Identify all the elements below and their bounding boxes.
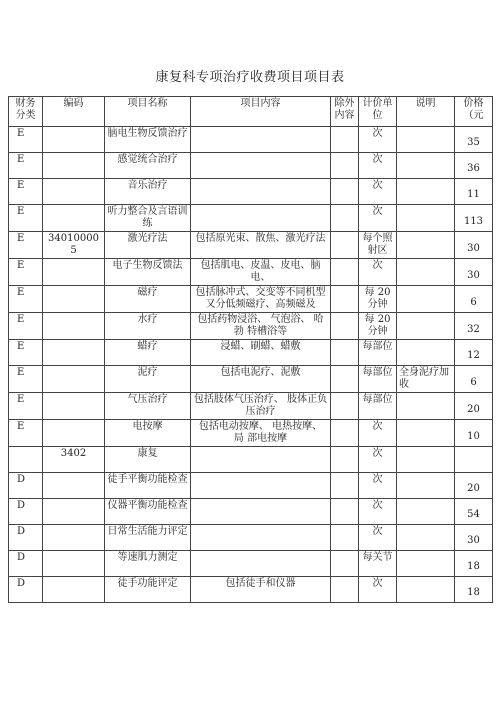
cell-category: E <box>9 340 43 366</box>
cell-content <box>191 153 331 179</box>
header-excluded: 除外内容 <box>331 97 359 127</box>
table-header-row <box>9 97 493 127</box>
header-content: 项目内容 <box>191 97 331 127</box>
page-title: 康复科专项治疗收费项目项目表 <box>155 70 345 85</box>
cell-category: E <box>9 232 43 259</box>
cell-code <box>43 366 105 393</box>
cell-excluded <box>331 232 359 259</box>
cell-price <box>455 447 493 473</box>
cell-category: D <box>9 525 43 551</box>
cell-content: 包括药物浸浴、 气泡浴、 哈勃 特槽浴等 <box>191 313 331 340</box>
cell-note <box>397 179 455 205</box>
cell-price: 54 <box>455 499 493 525</box>
cell-unit: 次 <box>359 205 397 232</box>
cell-note <box>397 393 455 420</box>
cell-price: 20 <box>455 393 493 420</box>
cell-note <box>397 153 455 179</box>
cell-code <box>43 286 105 313</box>
cell-unit: 每部位 <box>359 340 397 366</box>
cell-note <box>397 447 455 473</box>
cell-price: 11 <box>455 179 493 205</box>
cell-unit: 次 <box>359 259 397 286</box>
header-note: 说明 <box>397 97 455 127</box>
cell-category: D <box>9 499 43 525</box>
cell-category: E <box>9 420 43 447</box>
cell-content <box>191 447 331 473</box>
cell-note <box>397 499 455 525</box>
cell-category: E <box>9 259 43 286</box>
cell-unit: 次 <box>359 525 397 551</box>
cell-unit: 次 <box>359 153 397 179</box>
cell-unit: 每部位 <box>359 366 397 393</box>
cell-note <box>397 340 455 366</box>
cell-name: 听力整合及言语训 练 <box>105 205 191 232</box>
cell-unit: 次 <box>359 420 397 447</box>
table-row <box>9 447 493 473</box>
cell-category: E <box>9 393 43 420</box>
cell-note <box>397 551 455 577</box>
table-row <box>9 286 493 313</box>
table-row <box>9 259 493 286</box>
cell-unit: 每关节 <box>359 551 397 577</box>
cell-content: 浸蜡、刷蜡、蜡敷 <box>191 340 331 366</box>
cell-price: 6 <box>455 286 493 313</box>
cell-name: 康复 <box>105 447 191 473</box>
cell-name: 激光疗法 <box>105 232 191 259</box>
cell-excluded <box>331 259 359 286</box>
cell-content <box>191 551 331 577</box>
cell-price: 12 <box>455 340 493 366</box>
cell-price: 18 <box>455 551 493 577</box>
cell-price: 20 <box>455 473 493 499</box>
cell-name: 脑电生物反馈治疗 <box>105 127 191 153</box>
cell-note <box>397 420 455 447</box>
cell-unit: 次 <box>359 127 397 153</box>
cell-code <box>43 393 105 420</box>
cell-excluded <box>331 525 359 551</box>
cell-code <box>43 205 105 232</box>
table-row <box>9 127 493 153</box>
cell-code <box>43 313 105 340</box>
cell-name: 徒手平衡功能检查 <box>105 473 191 499</box>
cell-category: D <box>9 577 43 603</box>
cell-code <box>43 127 105 153</box>
cell-category: E <box>9 366 43 393</box>
cell-note <box>397 232 455 259</box>
cell-note <box>397 577 455 603</box>
cell-content <box>191 179 331 205</box>
cell-content: 包括电泥疗、泥敷 <box>191 366 331 393</box>
cell-excluded <box>331 366 359 393</box>
cell-unit: 每部位 <box>359 393 397 420</box>
table-row <box>9 153 493 179</box>
header-price: 价格（元 <box>455 97 493 127</box>
cell-unit: 每 20分钟 <box>359 313 397 340</box>
cell-excluded <box>331 551 359 577</box>
cell-unit: 次 <box>359 447 397 473</box>
table-row <box>9 393 493 420</box>
fee-table <box>8 96 493 603</box>
cell-category: E <box>9 127 43 153</box>
cell-code <box>43 153 105 179</box>
cell-name: 徒手功能评定 <box>105 577 191 603</box>
cell-price: 10 <box>455 420 493 447</box>
table-row <box>9 232 493 259</box>
table-row <box>9 340 493 366</box>
cell-excluded <box>331 313 359 340</box>
cell-note: 全身泥疗加收 <box>397 366 455 393</box>
cell-name: 磁疗 <box>105 286 191 313</box>
cell-name: 日常生活能力评定 <box>105 525 191 551</box>
table-row <box>9 551 493 577</box>
cell-content: 包括原光束、散焦、激光疗法 <box>191 232 331 259</box>
cell-code <box>43 420 105 447</box>
cell-content: 包括肢体气压治疗、 肢体正负 压治疗 <box>191 393 331 420</box>
table-row <box>9 525 493 551</box>
cell-code <box>43 259 105 286</box>
cell-note <box>397 525 455 551</box>
cell-name: 音乐治疗 <box>105 179 191 205</box>
table-row <box>9 205 493 232</box>
cell-name: 水疗 <box>105 313 191 340</box>
cell-content: 包括肌电、皮温、皮电、脑电、 <box>191 259 331 286</box>
cell-excluded <box>331 286 359 313</box>
cell-code: 3402 <box>43 447 105 473</box>
table-row <box>9 473 493 499</box>
cell-excluded <box>331 577 359 603</box>
cell-code <box>43 499 105 525</box>
cell-code: 340100005 <box>43 232 105 259</box>
table-row <box>9 420 493 447</box>
cell-price: 30 <box>455 232 493 259</box>
cell-price: 36 <box>455 153 493 179</box>
cell-excluded <box>331 393 359 420</box>
cell-price: 113 <box>455 205 493 232</box>
table-row <box>9 499 493 525</box>
cell-category: D <box>9 551 43 577</box>
cell-price: 32 <box>455 313 493 340</box>
cell-category: E <box>9 286 43 313</box>
cell-content <box>191 499 331 525</box>
cell-name: 泥疗 <box>105 366 191 393</box>
cell-content <box>191 127 331 153</box>
cell-unit: 每个照射区 <box>359 232 397 259</box>
cell-price: 30 <box>455 259 493 286</box>
table-row <box>9 366 493 393</box>
cell-name: 电按摩 <box>105 420 191 447</box>
cell-note <box>397 259 455 286</box>
table-row <box>9 179 493 205</box>
cell-category <box>9 447 43 473</box>
cell-excluded <box>331 179 359 205</box>
cell-price: 6 <box>455 366 493 393</box>
cell-unit: 次 <box>359 499 397 525</box>
cell-excluded <box>331 340 359 366</box>
cell-note <box>397 473 455 499</box>
cell-name: 仪器平衡功能检查 <box>105 499 191 525</box>
cell-name: 等速肌力测定 <box>105 551 191 577</box>
cell-excluded <box>331 153 359 179</box>
cell-name: 气压治疗 <box>105 393 191 420</box>
cell-excluded <box>331 205 359 232</box>
cell-code <box>43 551 105 577</box>
cell-category: E <box>9 205 43 232</box>
cell-excluded <box>331 127 359 153</box>
header-name: 项目名称 <box>105 97 191 127</box>
cell-code <box>43 473 105 499</box>
cell-excluded <box>331 447 359 473</box>
cell-unit: 次 <box>359 179 397 205</box>
table-row <box>9 577 493 603</box>
cell-content <box>191 525 331 551</box>
cell-content: 包括徒手和仪器 <box>191 577 331 603</box>
cell-unit: 每 20分钟 <box>359 286 397 313</box>
cell-content: 包括电动按摩、 电热按摩、 局 部电按摩 <box>191 420 331 447</box>
cell-excluded <box>331 473 359 499</box>
cell-code <box>43 577 105 603</box>
cell-note <box>397 286 455 313</box>
header-category: 财务分类 <box>9 97 43 127</box>
cell-unit: 次 <box>359 473 397 499</box>
cell-content <box>191 473 331 499</box>
cell-name: 电子生物反馈法 <box>105 259 191 286</box>
cell-code <box>43 340 105 366</box>
cell-note <box>397 313 455 340</box>
header-unit: 计价单位 <box>359 97 397 127</box>
cell-category: E <box>9 313 43 340</box>
cell-category: E <box>9 179 43 205</box>
cell-content: 包括脉冲式、交变等不同机型又分低频磁疗、高频磁及 <box>191 286 331 313</box>
cell-excluded <box>331 420 359 447</box>
cell-code <box>43 525 105 551</box>
cell-name: 蜡疗 <box>105 340 191 366</box>
cell-excluded <box>331 499 359 525</box>
cell-name: 感觉统合治疗 <box>105 153 191 179</box>
cell-unit: 次 <box>359 577 397 603</box>
cell-note <box>397 205 455 232</box>
table-row <box>9 313 493 340</box>
table-body <box>9 127 493 603</box>
cell-price: 30 <box>455 525 493 551</box>
cell-category: E <box>9 153 43 179</box>
cell-category: D <box>9 473 43 499</box>
cell-price: 18 <box>455 577 493 603</box>
cell-note <box>397 127 455 153</box>
cell-content <box>191 205 331 232</box>
header-code: 编码 <box>43 97 105 127</box>
cell-code <box>43 179 105 205</box>
cell-price: 35 <box>455 127 493 153</box>
